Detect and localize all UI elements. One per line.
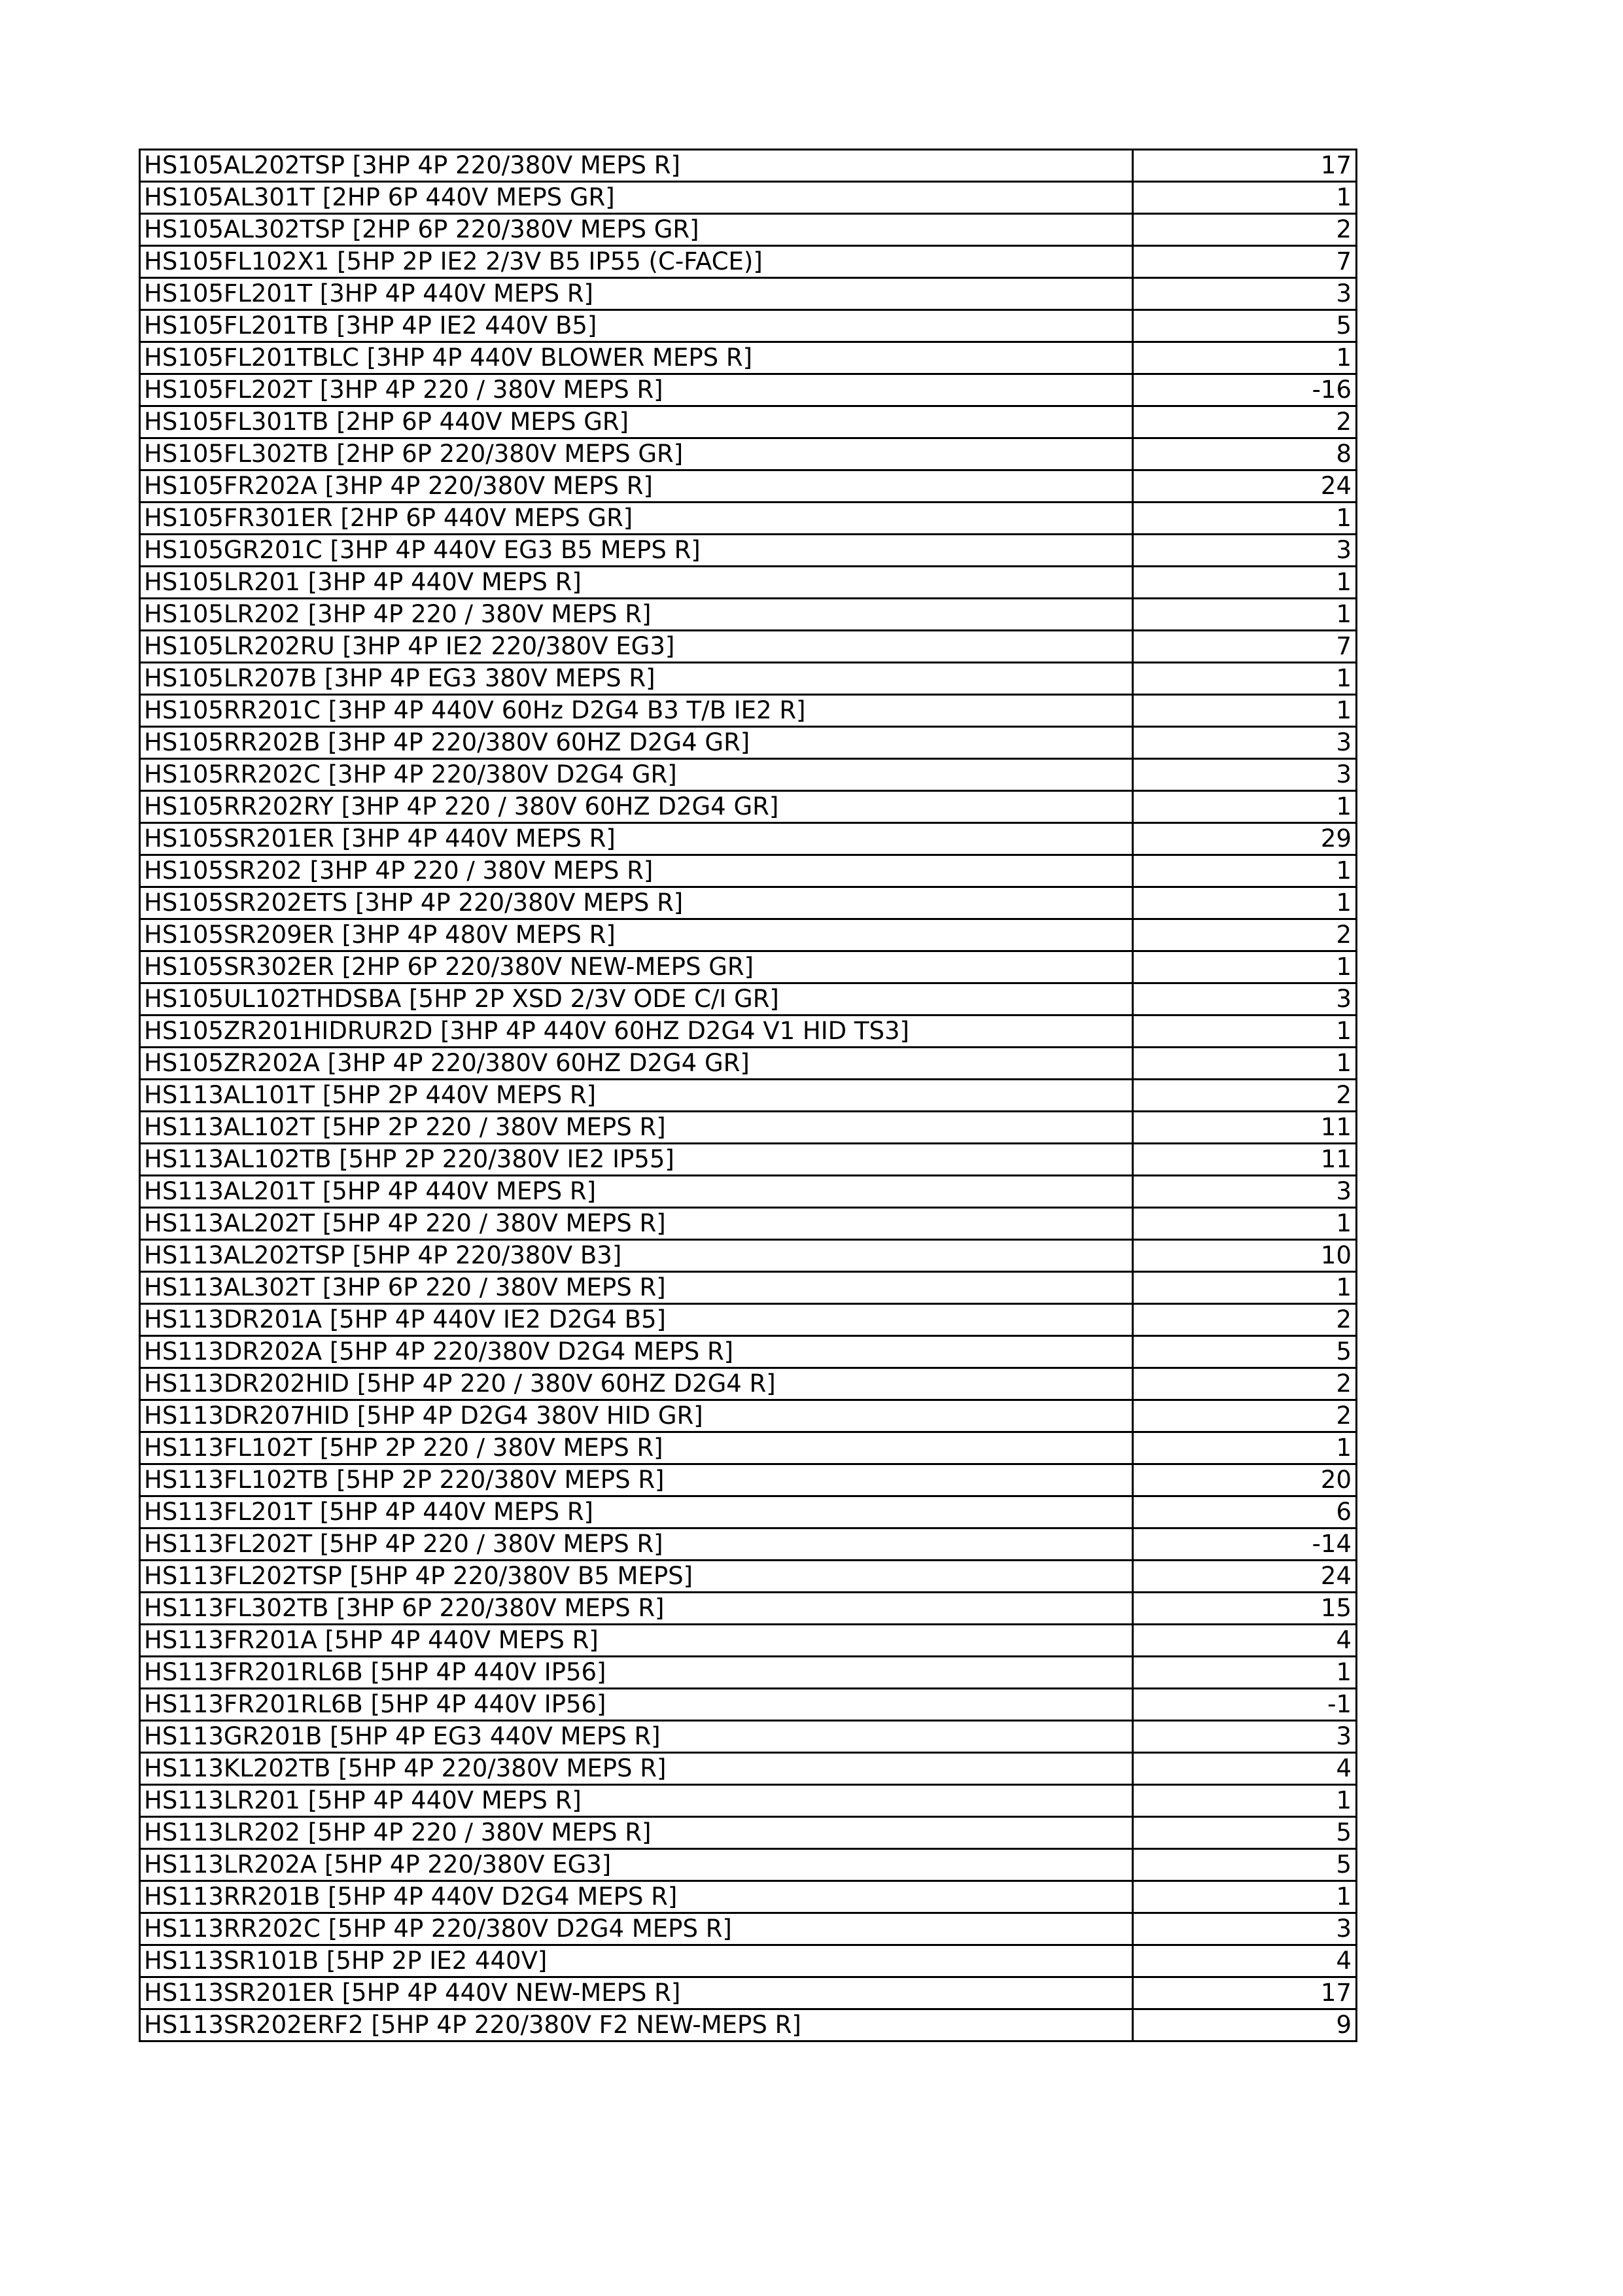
- inventory-table: [139, 149, 1357, 2042]
- item-description-cell: HS105AL302TSP [2HP 6P 220/380V MEPS GR]: [140, 214, 1133, 246]
- table-row: [140, 855, 1357, 887]
- item-description-cell: HS105RR202C [3HP 4P 220/380V D2G4 GR]: [140, 759, 1133, 791]
- table-row: [140, 1817, 1357, 1849]
- quantity-cell: -16: [1133, 374, 1357, 406]
- item-description-cell: HS113LR202 [5HP 4P 220 / 380V MEPS R]: [140, 1817, 1133, 1849]
- quantity-cell: 3: [1133, 535, 1357, 567]
- quantity-cell: 7: [1133, 246, 1357, 278]
- table-row: [140, 246, 1357, 278]
- item-description-cell: HS105RR202B [3HP 4P 220/380V 60HZ D2G4 GR]: [140, 727, 1133, 759]
- table-row: [140, 1112, 1357, 1144]
- item-description-cell: HS113RR201B [5HP 4P 440V D2G4 MEPS R]: [140, 1881, 1133, 1913]
- table-row: [140, 470, 1357, 503]
- quantity-cell: 2: [1133, 214, 1357, 246]
- table-row: [140, 535, 1357, 567]
- table-row: [140, 1208, 1357, 1240]
- table-row: [140, 1048, 1357, 1080]
- quantity-cell: 1: [1133, 342, 1357, 374]
- item-description-cell: HS105ZR202A [3HP 4P 220/380V 60HZ D2G4 GR]: [140, 1048, 1133, 1080]
- table-row: [140, 1496, 1357, 1528]
- item-description-cell: HS113FR201A [5HP 4P 440V MEPS R]: [140, 1625, 1133, 1657]
- table-row: [140, 1240, 1357, 1272]
- table-row: [140, 1080, 1357, 1112]
- item-description-cell: HS105LR202 [3HP 4P 220 / 380V MEPS R]: [140, 599, 1133, 631]
- item-description-cell: HS105AL202TSP [3HP 4P 220/380V MEPS R]: [140, 150, 1133, 182]
- quantity-cell: 1: [1133, 791, 1357, 823]
- item-description-cell: HS113DR207HID [5HP 4P D2G4 380V HID GR]: [140, 1400, 1133, 1432]
- quantity-cell: 1: [1133, 887, 1357, 919]
- quantity-cell: -1: [1133, 1689, 1357, 1721]
- item-description-cell: HS113RR202C [5HP 4P 220/380V D2G4 MEPS R]: [140, 1913, 1133, 1945]
- quantity-cell: 3: [1133, 727, 1357, 759]
- quantity-cell: 3: [1133, 759, 1357, 791]
- quantity-cell: 11: [1133, 1144, 1357, 1176]
- item-description-cell: HS113DR202A [5HP 4P 220/380V D2G4 MEPS R]: [140, 1336, 1133, 1368]
- table-row: [140, 1849, 1357, 1881]
- quantity-cell: 1: [1133, 1272, 1357, 1304]
- item-description-cell: HS113AL101T [5HP 2P 440V MEPS R]: [140, 1080, 1133, 1112]
- quantity-cell: 17: [1133, 150, 1357, 182]
- item-description-cell: HS105FR301ER [2HP 6P 440V MEPS GR]: [140, 503, 1133, 535]
- quantity-cell: 9: [1133, 2009, 1357, 2041]
- table-row: [140, 663, 1357, 695]
- quantity-cell: 1: [1133, 1785, 1357, 1817]
- table-row: [140, 1561, 1357, 1593]
- table-row: [140, 599, 1357, 631]
- quantity-cell: 1: [1133, 1432, 1357, 1464]
- table-row: [140, 438, 1357, 470]
- quantity-cell: 5: [1133, 310, 1357, 342]
- table-row: [140, 1689, 1357, 1721]
- item-description-cell: HS105AL301T [2HP 6P 440V MEPS GR]: [140, 182, 1133, 214]
- table-row: [140, 567, 1357, 599]
- quantity-cell: 1: [1133, 695, 1357, 727]
- quantity-cell: 1: [1133, 1048, 1357, 1080]
- item-description-cell: HS105FL202T [3HP 4P 220 / 380V MEPS R]: [140, 374, 1133, 406]
- quantity-cell: 5: [1133, 1817, 1357, 1849]
- item-description-cell: HS105UL102THDSBA [5HP 2P XSD 2/3V ODE C/I GR]: [140, 983, 1133, 1016]
- item-description-cell: HS105FL201TB [3HP 4P IE2 440V B5]: [140, 310, 1133, 342]
- item-description-cell: HS105SR209ER [3HP 4P 480V MEPS R]: [140, 919, 1133, 951]
- quantity-cell: 2: [1133, 1368, 1357, 1400]
- quantity-cell: 1: [1133, 503, 1357, 535]
- table-row: [140, 1144, 1357, 1176]
- table-row: [140, 919, 1357, 951]
- quantity-cell: 6: [1133, 1496, 1357, 1528]
- table-row: [140, 2009, 1357, 2041]
- quantity-cell: 1: [1133, 1208, 1357, 1240]
- item-description-cell: HS113FL102T [5HP 2P 220 / 380V MEPS R]: [140, 1432, 1133, 1464]
- quantity-cell: -14: [1133, 1528, 1357, 1561]
- item-description-cell: HS113KL202TB [5HP 4P 220/380V MEPS R]: [140, 1753, 1133, 1785]
- table-row: [140, 1657, 1357, 1689]
- inventory-table-body: [140, 150, 1357, 2041]
- table-row: [140, 823, 1357, 855]
- quantity-cell: 3: [1133, 1176, 1357, 1208]
- table-row: [140, 1977, 1357, 2009]
- table-row: [140, 727, 1357, 759]
- item-description-cell: HS105FL201TBLC [3HP 4P 440V BLOWER MEPS R]: [140, 342, 1133, 374]
- table-row: [140, 1016, 1357, 1048]
- item-description-cell: HS105SR202ETS [3HP 4P 220/380V MEPS R]: [140, 887, 1133, 919]
- table-row: [140, 1528, 1357, 1561]
- item-description-cell: HS105ZR201HIDRUR2D [3HP 4P 440V 60HZ D2G4 V1 HID TS3]: [140, 1016, 1133, 1048]
- item-description-cell: HS105FL102X1 [5HP 2P IE2 2/3V B5 IP55 (C-FACE)]: [140, 246, 1133, 278]
- item-description-cell: HS113DR201A [5HP 4P 440V IE2 D2G4 B5]: [140, 1304, 1133, 1336]
- quantity-cell: 1: [1133, 663, 1357, 695]
- quantity-cell: 24: [1133, 470, 1357, 503]
- item-description-cell: HS113AL102TB [5HP 2P 220/380V IE2 IP55]: [140, 1144, 1133, 1176]
- item-description-cell: HS105LR202RU [3HP 4P IE2 220/380V EG3]: [140, 631, 1133, 663]
- quantity-cell: 29: [1133, 823, 1357, 855]
- item-description-cell: HS105FL301TB [2HP 6P 440V MEPS GR]: [140, 406, 1133, 438]
- quantity-cell: 7: [1133, 631, 1357, 663]
- table-row: [140, 1464, 1357, 1496]
- quantity-cell: 1: [1133, 951, 1357, 983]
- quantity-cell: 3: [1133, 983, 1357, 1016]
- item-description-cell: HS113SR101B [5HP 2P IE2 440V]: [140, 1945, 1133, 1977]
- quantity-cell: 4: [1133, 1625, 1357, 1657]
- table-row: [140, 1400, 1357, 1432]
- item-description-cell: HS113FL102TB [5HP 2P 220/380V MEPS R]: [140, 1464, 1133, 1496]
- item-description-cell: HS113AL202T [5HP 4P 220 / 380V MEPS R]: [140, 1208, 1133, 1240]
- quantity-cell: 15: [1133, 1593, 1357, 1625]
- item-description-cell: HS113FL201T [5HP 4P 440V MEPS R]: [140, 1496, 1133, 1528]
- item-description-cell: HS113AL201T [5HP 4P 440V MEPS R]: [140, 1176, 1133, 1208]
- quantity-cell: 17: [1133, 1977, 1357, 2009]
- table-row: [140, 1753, 1357, 1785]
- quantity-cell: 3: [1133, 278, 1357, 310]
- quantity-cell: 1: [1133, 182, 1357, 214]
- table-row: [140, 342, 1357, 374]
- item-description-cell: HS113FL202T [5HP 4P 220 / 380V MEPS R]: [140, 1528, 1133, 1561]
- item-description-cell: HS105SR302ER [2HP 6P 220/380V NEW-MEPS GR]: [140, 951, 1133, 983]
- table-row: [140, 1721, 1357, 1753]
- table-row: [140, 406, 1357, 438]
- table-row: [140, 1432, 1357, 1464]
- table-row: [140, 214, 1357, 246]
- item-description-cell: HS105GR201C [3HP 4P 440V EG3 B5 MEPS R]: [140, 535, 1133, 567]
- item-description-cell: HS113AL202TSP [5HP 4P 220/380V B3]: [140, 1240, 1133, 1272]
- table-row: [140, 1304, 1357, 1336]
- quantity-cell: 10: [1133, 1240, 1357, 1272]
- table-row: [140, 1336, 1357, 1368]
- item-description-cell: HS113DR202HID [5HP 4P 220 / 380V 60HZ D2G4 R]: [140, 1368, 1133, 1400]
- quantity-cell: 2: [1133, 919, 1357, 951]
- table-row: [140, 374, 1357, 406]
- quantity-cell: 4: [1133, 1753, 1357, 1785]
- table-row: [140, 1913, 1357, 1945]
- quantity-cell: 2: [1133, 406, 1357, 438]
- quantity-cell: 1: [1133, 567, 1357, 599]
- item-description-cell: HS105FL302TB [2HP 6P 220/380V MEPS GR]: [140, 438, 1133, 470]
- table-row: [140, 983, 1357, 1016]
- item-description-cell: HS105SR201ER [3HP 4P 440V MEPS R]: [140, 823, 1133, 855]
- quantity-cell: 1: [1133, 1016, 1357, 1048]
- quantity-cell: 1: [1133, 599, 1357, 631]
- quantity-cell: 5: [1133, 1336, 1357, 1368]
- item-description-cell: HS113SR202ERF2 [5HP 4P 220/380V F2 NEW-MEPS R]: [140, 2009, 1133, 2041]
- table-row: [140, 182, 1357, 214]
- table-row: [140, 695, 1357, 727]
- table-row: [140, 503, 1357, 535]
- item-description-cell: HS113LR202A [5HP 4P 220/380V EG3]: [140, 1849, 1133, 1881]
- quantity-cell: 2: [1133, 1080, 1357, 1112]
- quantity-cell: 1: [1133, 855, 1357, 887]
- table-row: [140, 150, 1357, 182]
- quantity-cell: 4: [1133, 1945, 1357, 1977]
- item-description-cell: HS113LR201 [5HP 4P 440V MEPS R]: [140, 1785, 1133, 1817]
- quantity-cell: 20: [1133, 1464, 1357, 1496]
- table-row: [140, 1881, 1357, 1913]
- table-row: [140, 1176, 1357, 1208]
- item-description-cell: HS113FR201RL6B [5HP 4P 440V IP56]: [140, 1657, 1133, 1689]
- item-description-cell: HS105LR207B [3HP 4P EG3 380V MEPS R]: [140, 663, 1133, 695]
- table-row: [140, 631, 1357, 663]
- item-description-cell: HS113FL202TSP [5HP 4P 220/380V B5 MEPS]: [140, 1561, 1133, 1593]
- item-description-cell: HS105FL201T [3HP 4P 440V MEPS R]: [140, 278, 1133, 310]
- quantity-cell: 24: [1133, 1561, 1357, 1593]
- item-description-cell: HS113FL302TB [3HP 6P 220/380V MEPS R]: [140, 1593, 1133, 1625]
- table-row: [140, 887, 1357, 919]
- item-description-cell: HS105SR202 [3HP 4P 220 / 380V MEPS R]: [140, 855, 1133, 887]
- quantity-cell: 3: [1133, 1721, 1357, 1753]
- table-row: [140, 791, 1357, 823]
- quantity-cell: 2: [1133, 1304, 1357, 1336]
- quantity-cell: 11: [1133, 1112, 1357, 1144]
- table-row: [140, 310, 1357, 342]
- item-description-cell: HS105FR202A [3HP 4P 220/380V MEPS R]: [140, 470, 1133, 503]
- item-description-cell: HS113AL302T [3HP 6P 220 / 380V MEPS R]: [140, 1272, 1133, 1304]
- table-row: [140, 759, 1357, 791]
- table-row: [140, 1272, 1357, 1304]
- item-description-cell: HS105RR202RY [3HP 4P 220 / 380V 60HZ D2G4 GR]: [140, 791, 1133, 823]
- item-description-cell: HS113FR201RL6B [5HP 4P 440V IP56]: [140, 1689, 1133, 1721]
- table-row: [140, 1368, 1357, 1400]
- quantity-cell: 1: [1133, 1881, 1357, 1913]
- item-description-cell: HS113SR201ER [5HP 4P 440V NEW-MEPS R]: [140, 1977, 1133, 2009]
- table-row: [140, 1785, 1357, 1817]
- item-description-cell: HS113AL102T [5HP 2P 220 / 380V MEPS R]: [140, 1112, 1133, 1144]
- table-row: [140, 1593, 1357, 1625]
- table-row: [140, 278, 1357, 310]
- item-description-cell: HS105RR201C [3HP 4P 440V 60Hz D2G4 B3 T/B IE2 R]: [140, 695, 1133, 727]
- item-description-cell: HS105LR201 [3HP 4P 440V MEPS R]: [140, 567, 1133, 599]
- quantity-cell: 5: [1133, 1849, 1357, 1881]
- table-row: [140, 1945, 1357, 1977]
- table-row: [140, 1625, 1357, 1657]
- quantity-cell: 2: [1133, 1400, 1357, 1432]
- quantity-cell: 8: [1133, 438, 1357, 470]
- quantity-cell: 3: [1133, 1913, 1357, 1945]
- table-row: [140, 951, 1357, 983]
- quantity-cell: 1: [1133, 1657, 1357, 1689]
- item-description-cell: HS113GR201B [5HP 4P EG3 440V MEPS R]: [140, 1721, 1133, 1753]
